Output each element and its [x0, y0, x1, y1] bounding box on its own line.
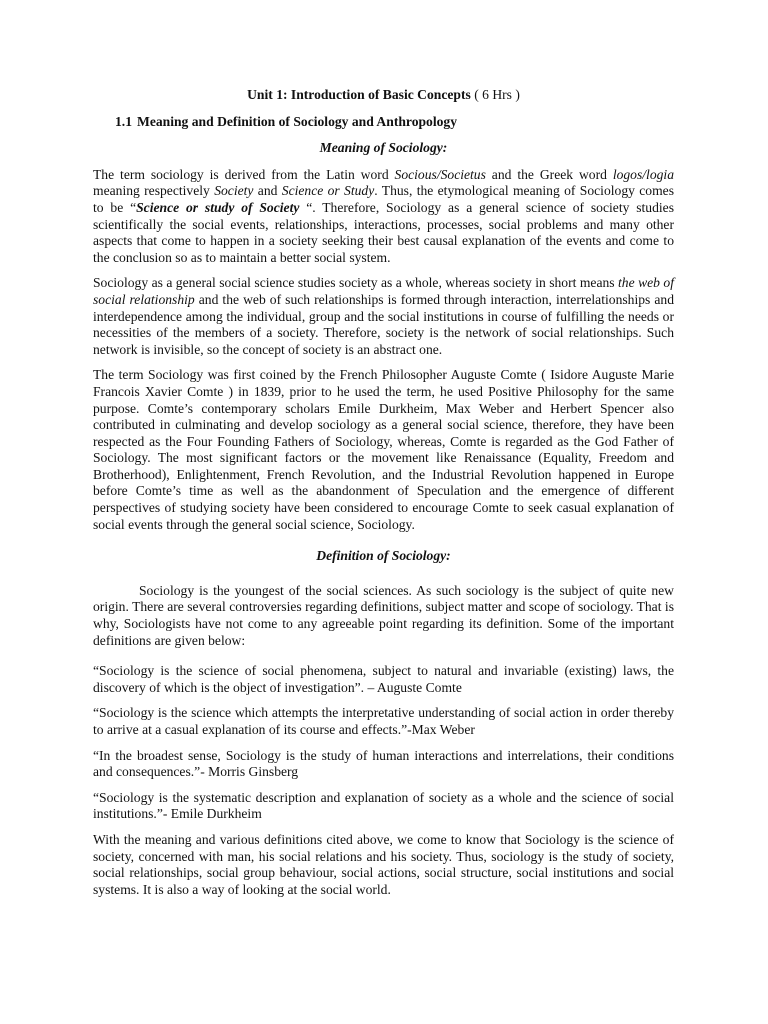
text-run: and the Greek word	[485, 166, 613, 182]
unit-hours: ( 6 Hrs )	[470, 87, 520, 102]
definition-intro: Sociology is the youngest of the social sciences. As such sociology is the subject of quite new origin. There are several controversies regarding definitions, subject matter and scope of sociology. That is why, Sociologists have not come to any agreeable point regarding its definition. Some of the important definitions are given below:	[93, 582, 674, 648]
meaning-paragraph-3: The term Sociology was first coined by the French Philosopher Auguste Comte ( Isidore Auguste Marie Francois Xavier Comte ) in 1839, prior to he used the term, he used Positive Philosophy for the same purpose. Comte’s contemporary scholars Emile Durkheim, Max Weber and Herbert Spencer also contributed in culminating and develop sociology as a general social science, therefore, they have been respected as the Four Founding Fathers of Sociology, whereas, Comte is regarded as the God Father of Sociology. The most significant factors or the movement like Renaissance (Equality, Freedom and Brotherhood), Enlightenment, French Revolution, and the Industrial Revolution happened in Europe before Comte’s time as well as the abandonment of Speculation and the emergence of different perspectives of studying society have been considered to encourage Comte to seek casual explanation of social events through the general social science, Sociology.	[93, 367, 674, 532]
conclusion-paragraph: With the meaning and various definitions cited above, we come to know that Sociology is the science of society, concerned with man, his social relations and his society. Thus, sociology is the study of society, social relationships, social group behaviour, social actions, social structure, social institutions and social systems. It is also a way of looking at the social world.	[93, 831, 674, 897]
text-run: “. Therefore, Sociology as a general science of society studies scientifically the social events, relationships, interactions, processes, social problems and many other aspects that come to happen in a society seeking their best causal explanation of the events and come to the conclusion so as to maintain a better social system.	[93, 199, 674, 265]
unit-title-text: Unit 1: Introduction of Basic Concepts	[247, 87, 471, 102]
latin-term: Socious/Societus	[394, 166, 486, 182]
quote-weber: “Sociology is the science which attempts the interpretative understanding of social action in order thereby to arrive at a casual explanation of its course and effects.”-Max Weber	[93, 705, 674, 737]
document-body	[93, 87, 674, 907]
text-run: meaning respectively	[93, 183, 215, 199]
text-run: Sociology as a general social science studies society as a whole, whereas society in short means	[93, 275, 619, 291]
text-run: . Thus, the etymological meaning of Sociology comes to be “	[93, 183, 674, 215]
society-term: Society	[214, 183, 254, 199]
unit-title	[93, 87, 674, 104]
section-heading	[115, 114, 674, 131]
text-run: The term sociology is derived from the Latin word	[93, 166, 395, 182]
science-term: Science or Study	[281, 183, 375, 199]
quote-ginsberg: “In the broadest sense, Sociology is the study of human interactions and interrelations, their conditions and consequences.”- Morris Ginsberg	[93, 747, 674, 780]
meaning-paragraph-2	[93, 275, 674, 358]
quote-comte: “Sociology is the science of social phenomena, subject to natural and invariable (existing) laws, the discovery of which is the object of investigation”. – Auguste Comte	[93, 663, 674, 695]
definition-heading: Definition of Sociology:	[316, 548, 451, 564]
meaning-heading: Meaning of Sociology:	[319, 140, 448, 156]
quote-durkheim: “Sociology is the systematic description and explanation of society as a whole and the science of social institutions.”- Emile Durkheim	[93, 789, 674, 822]
meaning-paragraph-1	[93, 167, 674, 267]
text-run: and	[253, 183, 282, 199]
etymological-meaning: Science or study of Society	[136, 199, 300, 215]
section-number: 1.1	[115, 113, 132, 129]
text-run: and the web of such relationships is formed through interaction, interrelationships and interdependence among the individual, group and the social institutions in course of fulfilling the needs or necessities of the members of a society. Therefore, society is the network of social relationships. Such network is invisible, so the concept of society is an abstract one.	[93, 291, 674, 357]
web-term: the web of social relationship	[93, 275, 674, 307]
greek-term: logos/logia	[612, 166, 674, 182]
section-title: Meaning and Definition of Sociology and Anthropology	[137, 113, 458, 129]
